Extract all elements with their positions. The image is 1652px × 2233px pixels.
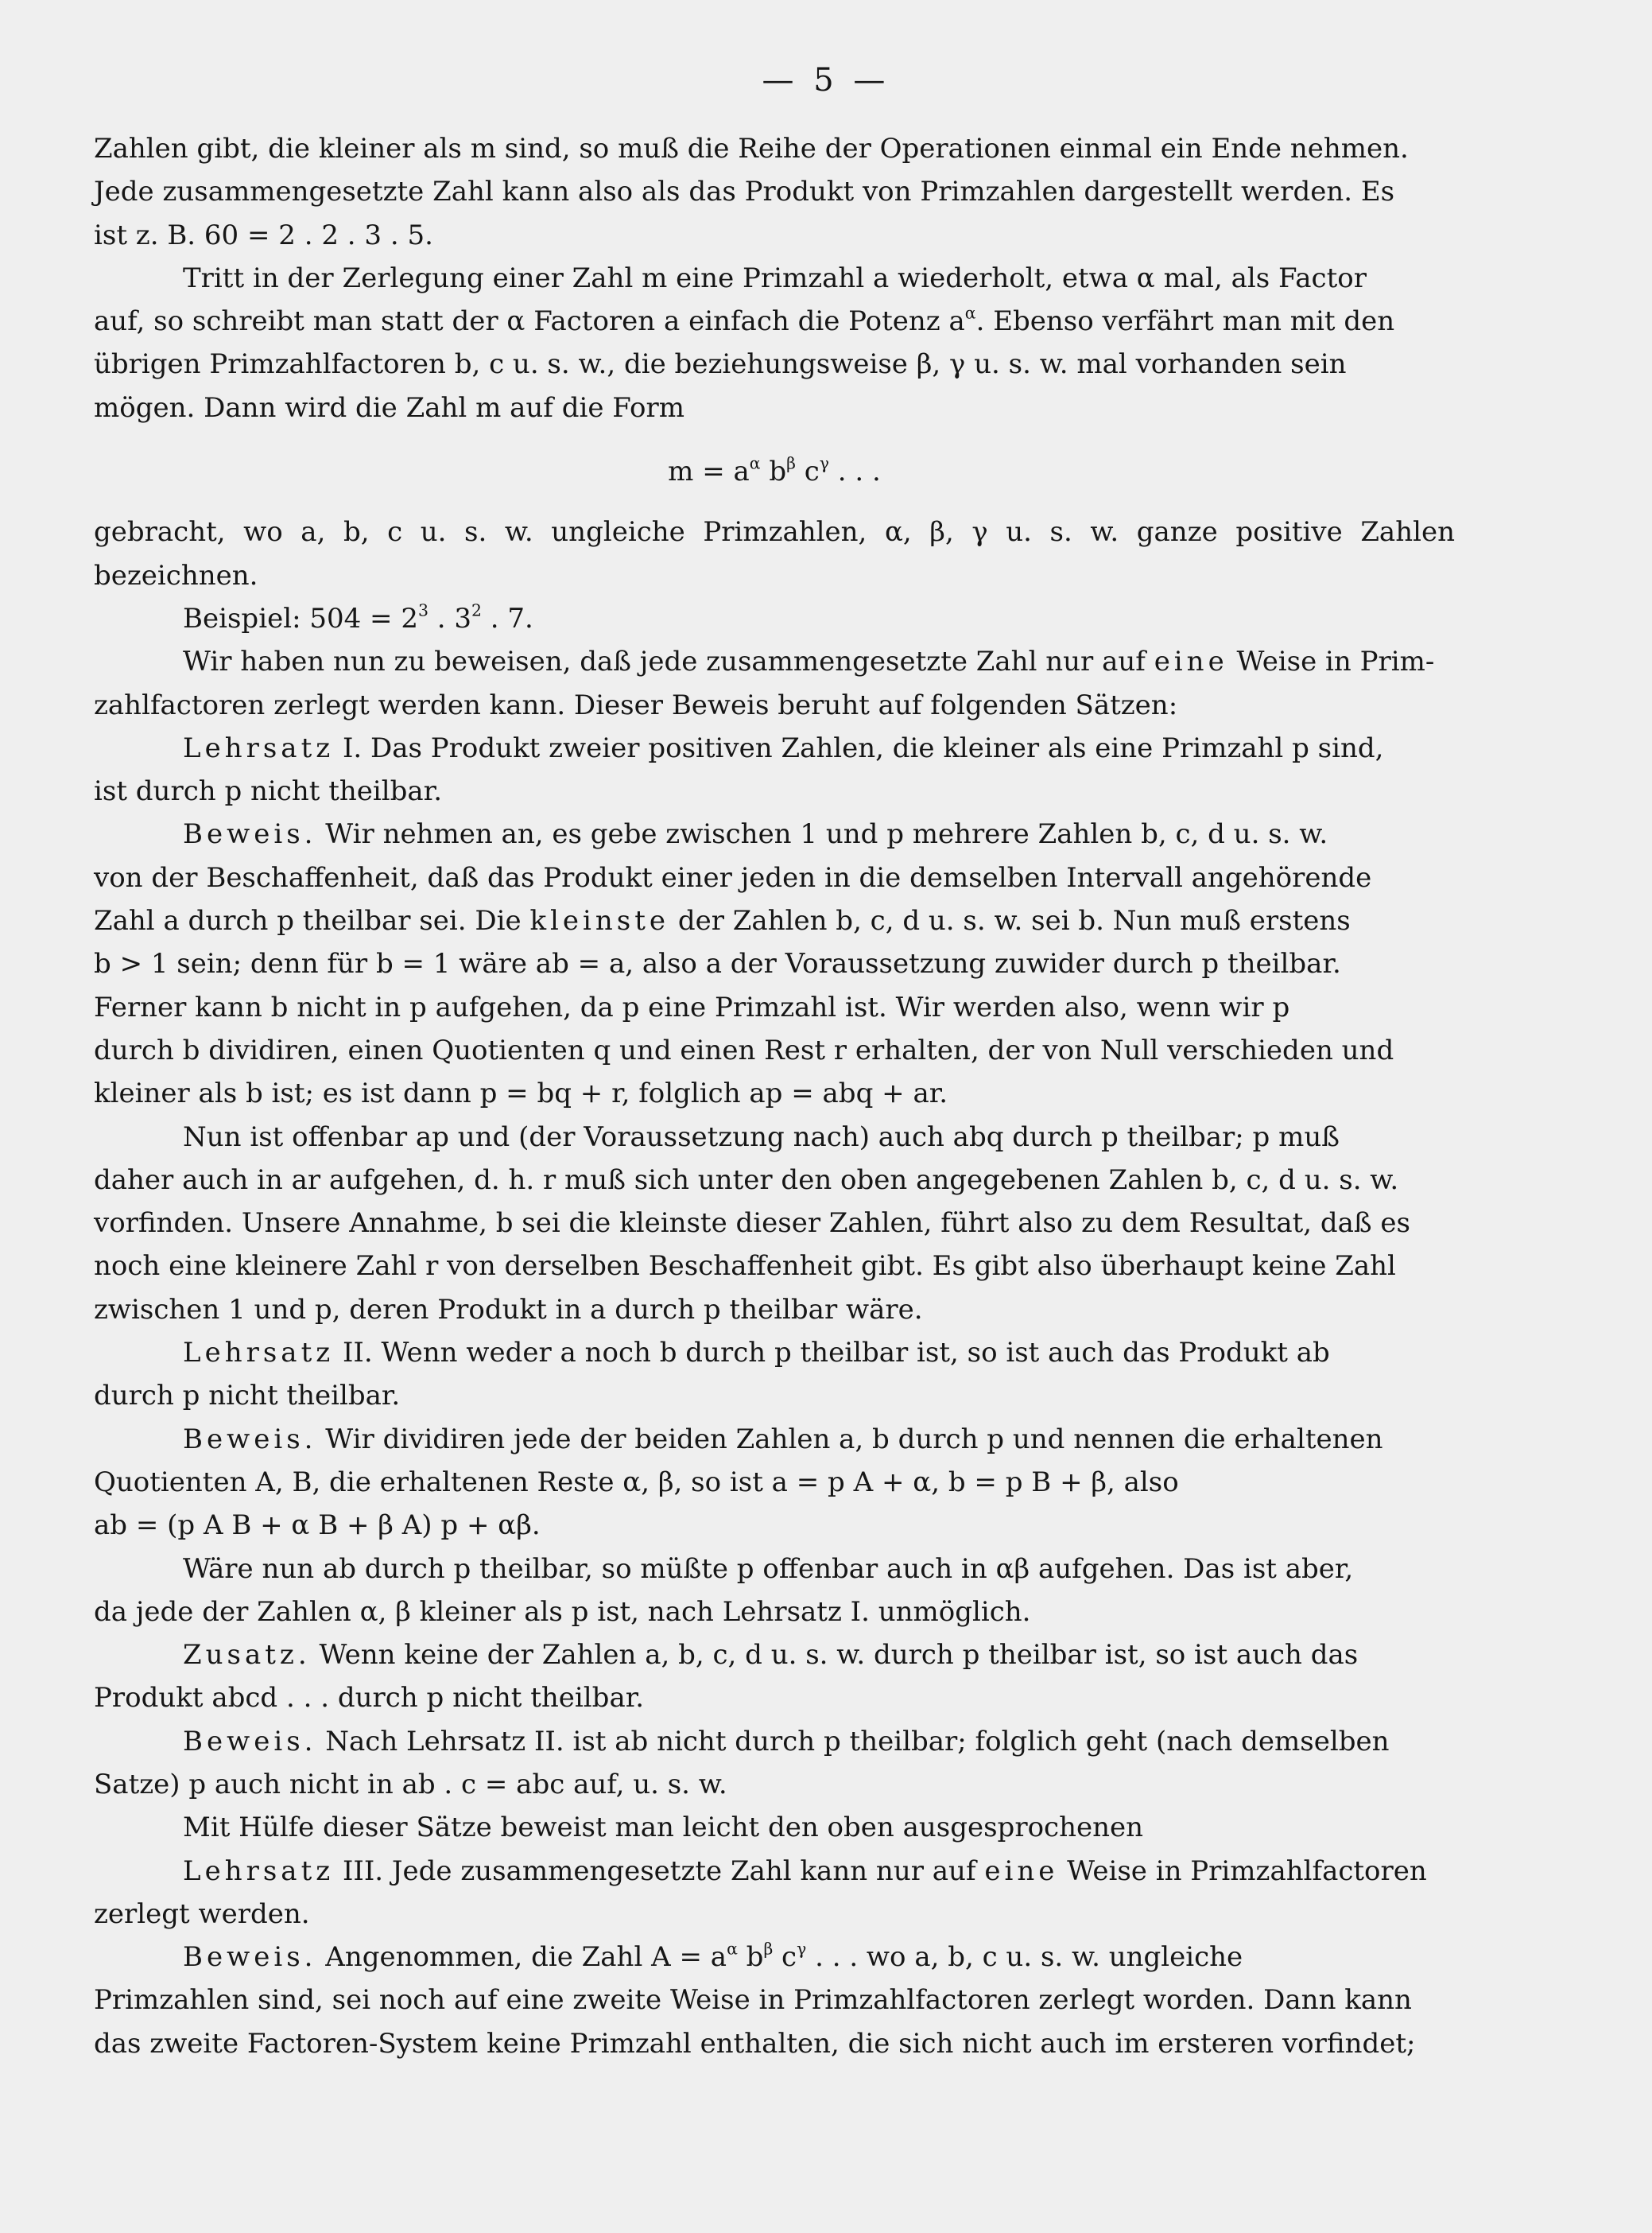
text-line: Wäre nun ab durch p theilbar, so müßte p offenbar auch in αβ aufgehen. Das ist aber, [183,1552,1354,1585]
text-line: Primzahlen sind, sei noch auf eine zweite Weise in Primzahlfactoren zerlegt worden. Dann kann [94,1984,1412,2017]
text-line: daher auch in ar aufgehen, d. h. r muß sich unter den oben angegebenen Zahlen b, c, d u. s. w. [94,1163,1399,1196]
text-line: zahlfactoren zerlegt werden kann. Dieser Beweis beruht auf folgenden Sätzen: [94,689,1178,721]
text-line: übrigen Primzahlfactoren b, c u. s. w., die beziehungsweise β, γ u. s. w. mal vorhanden sein [94,348,1347,381]
body-text [94,127,1455,2065]
text-line: von der Beschaffenheit, daß das Produkt einer jeden in die demselben Intervall angehörende [94,861,1372,894]
corollary: Zusatz. Wenn keine der Zahlen a, b, c, d u. s. w. durch p theilbar ist, so ist auch das [183,1639,1359,1672]
text-line: Tritt in der Zerlegung einer Zahl m eine Primzahl a wiederholt, etwa α mal, als Factor [183,262,1367,294]
proof-2: Beweis. Wir dividiren jede der beiden Zahlen a, b durch p und nennen die erhaltenen [183,1423,1383,1455]
formula: $m = a^\alpha$ $b^\beta$ $c^\gamma$ . . . [668,453,881,488]
theorem-2: Lehrsatz II. Wenn weder a noch b durch p theilbar ist, so ist auch das Produkt ab [183,1337,1330,1369]
text-line: ist durch p nicht theilbar. [94,775,442,808]
text-line: gebracht, wo a, b, c u. s. w. ungleiche Primzahlen, α, β, γ u. s. w. ganze positive Zahlen bezeichnen. [94,516,1455,592]
text-line: Zahl a durch p theilbar sei. Die kleinste der Zahlen b, c, d u. s. w. sei b. Nun muß erstens [94,905,1351,938]
theorem-label: Lehrsatz [183,1854,335,1887]
proof-1: Beweis. Wir nehmen an, es gebe zwischen 1 und p mehrere Zahlen b, c, d u. s. w. [183,818,1328,851]
text-line: ist z. B. 60 = 2 . 2 . 3 . 5. [94,219,433,251]
theorem-label: Lehrsatz [183,1337,335,1369]
text-line: auf, so schreibt man statt der α Factoren a einfach die Potenz $a^\alpha$. Ebenso verfährt man mit den [94,303,1395,338]
text-line: Zahlen gibt, die kleiner als m sind, so muß die Reihe der Operationen einmal ein Ende nehmen. [94,133,1409,165]
text-line: zwischen 1 und p, deren Produkt in a durch p theilbar wäre. [94,1293,923,1326]
page-number: — 5 — [762,62,890,99]
text-line: Satze) p auch nicht in ab . c = abc auf, u. s. w. [94,1768,727,1800]
text-line: Jede zusammengesetzte Zahl kann also als das Produkt von Primzahlen dargestellt werden. Es [94,176,1395,208]
text-line: da jede der Zahlen α, β kleiner als p ist, nach Lehrsatz I. unmöglich. [94,1595,1031,1628]
text-line: Ferner kann b nicht in p aufgehen, da p eine Primzahl ist. Wir werden also, wenn wir p [94,991,1290,1023]
proof-label: Beweis. [183,1941,317,1974]
text-line: b > 1 sein; denn für b = 1 wäre ab = a, also a der Voraussetzung zuwider durch p theilbar. [94,948,1341,981]
corollary-label: Zusatz. [183,1639,311,1672]
theorem-1: Lehrsatz I. Das Produkt zweier positiven Zahlen, die kleiner als eine Primzahl p sind, [183,732,1384,764]
text-line: noch eine kleinere Zahl r von derselben Beschaffenheit gibt. Es gibt also überhaupt keine Zahl [94,1250,1396,1283]
text-line: durch p nicht theilbar. [94,1380,401,1412]
text-line: Quotienten A, B, die erhaltenen Reste α, β, so ist a = p A + α, b = p B + β, also [94,1466,1179,1498]
theorem-label: Lehrsatz [183,732,335,764]
text-line: Nun ist offenbar ap und (der Voraussetzung nach) auch abq durch p theilbar; p muß [183,1120,1340,1153]
text-line: durch b dividiren, einen Quotienten q und einen Rest r erhalten, der von Null verschieden und [94,1034,1394,1066]
proof-label: Beweis. [183,1423,317,1455]
example-line: Beispiel: $504 = 2^3$ . $3^2$ . 7. [183,600,533,635]
text-line: ab = (p A B + α B + β A) p + αβ. [94,1509,541,1542]
proof-label: Beweis. [183,1725,317,1757]
text-line: das zweite Factoren-System keine Primzahl enthalten, die sich nicht auch im ersteren vorfindet; [94,2027,1416,2060]
text-line: Mit Hülfe dieser Sätze beweist man leicht den oben ausgesprochenen [183,1812,1144,1844]
text-line: kleiner als b ist; es ist dann p = bq + r, folglich ap = abq + ar. [94,1078,948,1110]
text-line: Produkt abcd . . . durch p nicht theilbar. [94,1682,645,1715]
text-line: Wir haben nun zu beweisen, daß jede zusammengesetzte Zahl nur auf eine Weise in Prim- [183,646,1435,678]
proof-3: Beweis. Nach Lehrsatz II. ist ab nicht durch p theilbar; folglich geht (nach demselben [183,1725,1390,1757]
text-line: mögen. Dann wird die Zahl m auf die Form [94,391,684,424]
text-line: vorfinden. Unsere Annahme, b sei die kleinste dieser Zahlen, führt also zu dem Resultat, daß es [94,1207,1410,1240]
proof-4: Beweis. Angenommen, die Zahl $A = a^\alpha$ $b^\beta$ $c^\gamma$ . . . wo a, b, c u. s. w. ungleiche [183,1939,1243,1974]
theorem-3: Lehrsatz III. Jede zusammengesetzte Zahl kann nur auf eine Weise in Primzahlfactoren [183,1854,1427,1887]
text-line: zerlegt werden. [94,1897,310,1930]
proof-label: Beweis. [183,818,317,851]
